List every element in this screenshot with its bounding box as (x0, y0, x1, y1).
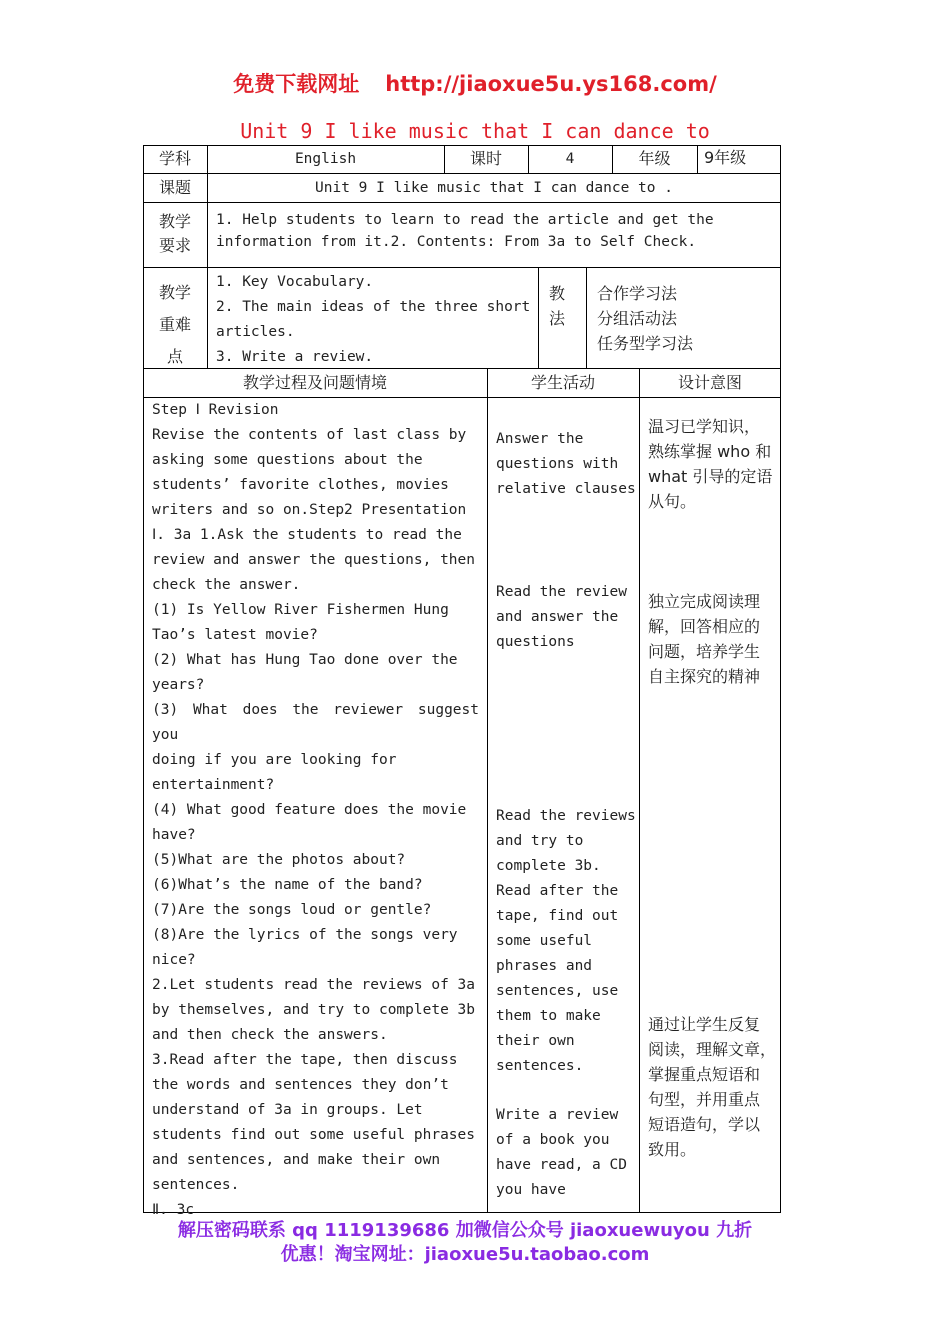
keypoints-label (143, 277, 207, 373)
process-line: (5)What are the photos about? (152, 852, 406, 868)
process-line: review and answer the questions, then (152, 552, 476, 568)
grade-label: 年级 (638, 149, 671, 168)
activity-line: their own (496, 1033, 575, 1049)
process-line: by themselves, and try to complete 3b (152, 1002, 476, 1018)
activity-line: relative clauses (496, 481, 636, 497)
activity-line: sentences, use (496, 983, 619, 999)
topic-value: Unit 9 I like music that I can dance to . (315, 180, 673, 196)
process-line: (2) What has Hung Tao done over the (152, 652, 458, 668)
process-line: understand of 3a in groups. Let (152, 1102, 423, 1118)
methods-list (597, 281, 777, 356)
activity-line: and answer the (496, 609, 619, 625)
activity-header: 学生活动 (530, 373, 595, 392)
process-line: (8)Are the lyrics of the songs very (152, 927, 458, 943)
activity-line: Answer the (496, 431, 584, 447)
activity-line: you have (496, 1182, 566, 1198)
method-item: 任务型学习法 (597, 334, 694, 353)
intent-block (648, 589, 778, 689)
process-line: writers and so on.Step2 Presentation (152, 502, 467, 518)
process-line: sentences. (152, 1177, 240, 1193)
activity-line: of a book you (496, 1132, 610, 1148)
period-label: 课时 (469, 149, 502, 168)
intent-block (648, 414, 778, 514)
activity-line: and try to (496, 833, 584, 849)
grade-value: 9年级 (704, 148, 747, 167)
process-line: (4) What good feature does the movie (152, 802, 467, 818)
activity-line: some useful (496, 933, 593, 949)
activity-line: Read the reviews (496, 808, 636, 824)
requirements-label (143, 210, 207, 258)
method-item: 合作学习法 (597, 284, 678, 303)
intent-header: 设计意图 (677, 373, 742, 392)
process-line: students find out some useful phrases (152, 1127, 476, 1143)
activity-line: them to make (496, 1008, 601, 1024)
intent-line: 从句。 (648, 492, 697, 511)
keypoint-line: 1. Key Vocabulary. (216, 274, 374, 290)
keypoints-label-1: 教学 (158, 283, 191, 302)
process-line: nice? (152, 952, 196, 968)
intent-line: 掌握重点短语和 (648, 1065, 761, 1084)
intent-line: 解，回答相应的 (648, 617, 761, 636)
process-line: have? (152, 827, 196, 843)
footer-note (140, 1219, 790, 1267)
intent-line: 独立完成阅读理 (648, 592, 761, 611)
method-label-1: 教 (548, 284, 565, 303)
intent-line: 致用。 (648, 1140, 697, 1159)
process-line: Ⅰ. 3a 1.Ask the students to read the (152, 527, 462, 543)
activity-block (496, 1103, 636, 1203)
keypoints-text (216, 270, 536, 370)
intent-line: 阅读，理解文章， (648, 1040, 777, 1059)
keypoint-line: 3. Write a review. (216, 349, 374, 365)
requirements-line: 1. Help students to learn to read the article and get the (216, 212, 714, 228)
process-line: Step Ⅰ Revision (152, 402, 279, 418)
keypoint-line: 2. The main ideas of the three short (216, 299, 531, 315)
intent-line: 通过让学生反复 (648, 1015, 761, 1034)
activity-line: sentences. (496, 1058, 584, 1074)
intent-line: 温习已学知识， (648, 417, 761, 436)
period-value: 4 (565, 151, 575, 167)
requirements-label-1: 教学 (158, 212, 191, 231)
subject-value: English (294, 151, 357, 167)
activity-line: phrases and (496, 958, 593, 974)
process-line: students’ favorite clothes, movies (152, 477, 449, 493)
document-title: Unit 9 I like music that I can dance to (240, 119, 710, 143)
process-line: 2.Let students read the reviews of 3a (152, 977, 476, 993)
activity-line: have read, a CD (496, 1157, 627, 1173)
intent-block (648, 1012, 778, 1162)
activity-block (496, 580, 636, 655)
process-line: check the answer. (152, 577, 301, 593)
process-line: and then check the answers. (152, 1027, 388, 1043)
process-line: and sentences, and make their own (152, 1152, 441, 1168)
keypoints-label-3: 点 (166, 347, 183, 366)
process-line: Tao’s latest movie? (152, 627, 318, 643)
requirements-line: information from it.2. Contents: From 3a to Self Check. (216, 234, 697, 250)
method-label (538, 281, 576, 331)
intent-line: 问题，培养学生 (648, 642, 761, 661)
process-line: (1) Is Yellow River Fishermen Hung (152, 602, 449, 618)
download-url-link[interactable]: http://jiaoxue5u.ys168.com/ (385, 72, 717, 96)
process-text (152, 398, 479, 1223)
process-line: Ⅱ. 3c (152, 1202, 195, 1218)
subject-label: 学科 (158, 149, 191, 168)
activity-line: questions with (496, 456, 619, 472)
keypoints-label-2: 重难 (158, 315, 191, 334)
process-line: years? (152, 677, 205, 693)
activity-line: Read after the (496, 883, 619, 899)
method-item: 分组活动法 (597, 309, 678, 328)
method-label-2: 法 (548, 309, 565, 328)
process-line: doing if you are looking for (152, 752, 397, 768)
intent-line: what 引导的定语 (648, 467, 773, 486)
intent-line: 熟练掌握 who 和 (648, 442, 772, 461)
footer-line: 解压密码联系 qq 1119139686 加微信公众号 jiaoxuewuyou 九折 (177, 1220, 753, 1241)
process-line: Revise the contents of last class by (152, 427, 467, 443)
activity-line: tape, find out (496, 908, 619, 924)
process-line: the words and sentences they don’t (152, 1077, 449, 1093)
activity-line: Read the review (496, 584, 627, 600)
intent-line: 句型，并用重点 (648, 1090, 761, 1109)
process-line: (3) What does the reviewer suggest you (152, 702, 479, 743)
requirements-text (216, 209, 776, 253)
activity-line: Write a review (496, 1107, 619, 1123)
process-line: asking some questions about the (152, 452, 423, 468)
activity-line: complete 3b. (496, 858, 601, 874)
process-line: (6)What’s the name of the band? (152, 877, 423, 893)
download-label: 免费下载网址 (233, 72, 360, 96)
process-line: entertainment? (152, 777, 275, 793)
process-line: 3.Read after the tape, then discuss (152, 1052, 458, 1068)
intent-line: 自主探究的精神 (648, 667, 761, 686)
footer-line: 优惠！淘宝网址：jiaoxue5u.taobao.com (280, 1244, 650, 1265)
keypoint-line: articles. (216, 324, 295, 340)
activity-block (496, 427, 636, 502)
download-header (0, 68, 950, 98)
requirements-label-2: 要求 (158, 236, 191, 255)
process-line: (7)Are the songs loud or gentle? (152, 902, 432, 918)
activity-line: questions (496, 634, 575, 650)
intent-line: 短语造句，学以 (648, 1115, 761, 1134)
topic-label: 课题 (158, 178, 191, 197)
activity-block (496, 804, 636, 1079)
process-header: 教学过程及问题情境 (242, 373, 387, 392)
